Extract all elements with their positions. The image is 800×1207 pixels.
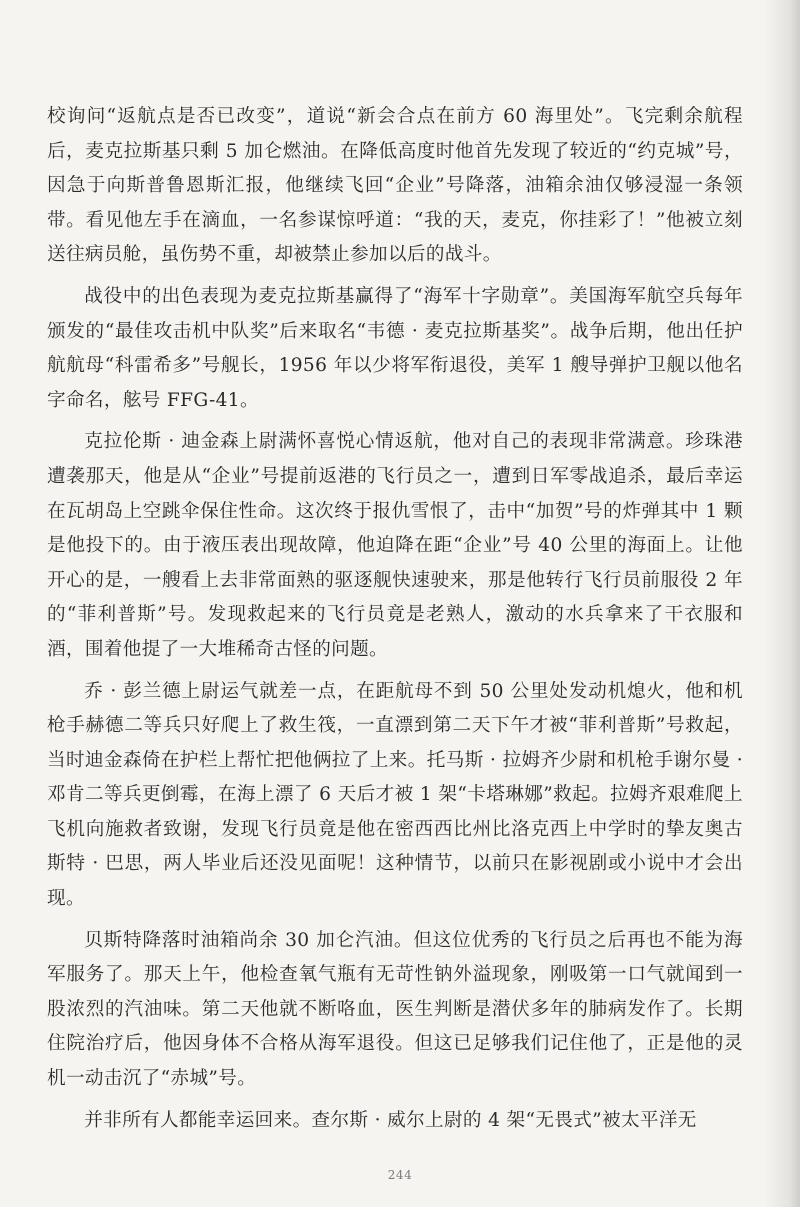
- body-text: [47, 100, 743, 1145]
- paragraph-5: 贝斯特降落时油箱尚余 30 加仑汽油。但这位优秀的飞行员之后再也不能为海军服务了。那天上午，他检查氧气瓶有无苛性钠外溢现象，刚吸第一口气就闻到一股浓烈的汽油味。第二天他就不断咯血，医生判断是潜伏多年的肺病发作了。长期住院治疗后，他因身体不合格从海军退役。但这已足够我们记住他了，正是他的灵机一动击沉了“赤城”号。: [47, 929, 743, 1090]
- paragraph-4: 乔 · 彭兰德上尉运气就差一点，在距航母不到 50 公里处发动机熄火，他和机枪手赫德二等兵只好爬上了救生筏，一直漂到第二天下午才被“菲利普斯”号救起，当时迪金森倚在护栏上帮忙把他俩拉了上来。托马斯 · 拉姆齐少尉和机枪手谢尔曼 · 邓肯二等兵更倒霉，在海上漂了 6 天后才被 1 架“卡塔琳娜”救起。拉姆齐艰难爬上飞机向施救者致谢，发现飞行员竟是他在密西西比州比洛克西上中学时的挚友奥古斯特 · 巴思，两人毕业后还没见面呢！这种情节，以前只在影视剧或小说中才会出现。: [47, 680, 743, 910]
- paragraph-1: 校询问“返航点是否已改变”，道说“新会合点在前方 60 海里处”。飞完剩余航程后，麦克拉斯基只剩 5 加仑燃油。在降低高度时他首先发现了较近的“约克城”号，因急于向斯普鲁恩斯汇报，他继续飞回“企业”号降落，油箱余油仅够浸湿一条领带。看见他左手在滴血，一名参谋惊呼道：“我的天，麦克，你挂彩了！”他被立刻送往病员舱，虽伤势不重，却被禁止参加以后的战斗。: [47, 106, 743, 266]
- paragraph-2: 战役中的出色表现为麦克拉斯基赢得了“海军十字勋章”。美国海军航空兵每年颁发的“最佳攻击机中队奖”后来取名“韦德 · 麦克拉斯基奖”。战争后期，他出任护航航母“科雷希多”号舰长，1956 年以少将军衔退役，美军 1 艘导弹护卫舰以他名字命名，舷号 FFG-41。: [47, 285, 743, 411]
- page-number: 244: [387, 1168, 413, 1182]
- paragraph-3: 克拉伦斯 · 迪金森上尉满怀喜悦心情返航，他对自己的表现非常满意。珍珠港遭袭那天，他是从“企业”号提前返港的飞行员之一，遭到日军零战追杀，最后幸运在瓦胡岛上空跳伞保住性命。这次终于报仇雪恨了，击中“加贺”号的炸弹其中 1 颗是他投下的。由于液压表出现故障，他迫降在距“企业”号 40 公里的海面上。让他开心的是，一艘看上去非常面熟的驱逐舰快速驶来，那是他转行飞行员前服役 2 年的“菲利普斯”号。发现救起来的飞行员竟是老熟人，激动的水兵拿来了干衣服和酒，围着他提了一大堆稀奇古怪的问题。: [47, 431, 743, 660]
- paragraph-6: 并非所有人都能幸运回来。查尔斯 · 威尔上尉的 4 架“无畏式”被太平洋无: [84, 1109, 697, 1131]
- page-gutter-shadow: [764, 0, 800, 1207]
